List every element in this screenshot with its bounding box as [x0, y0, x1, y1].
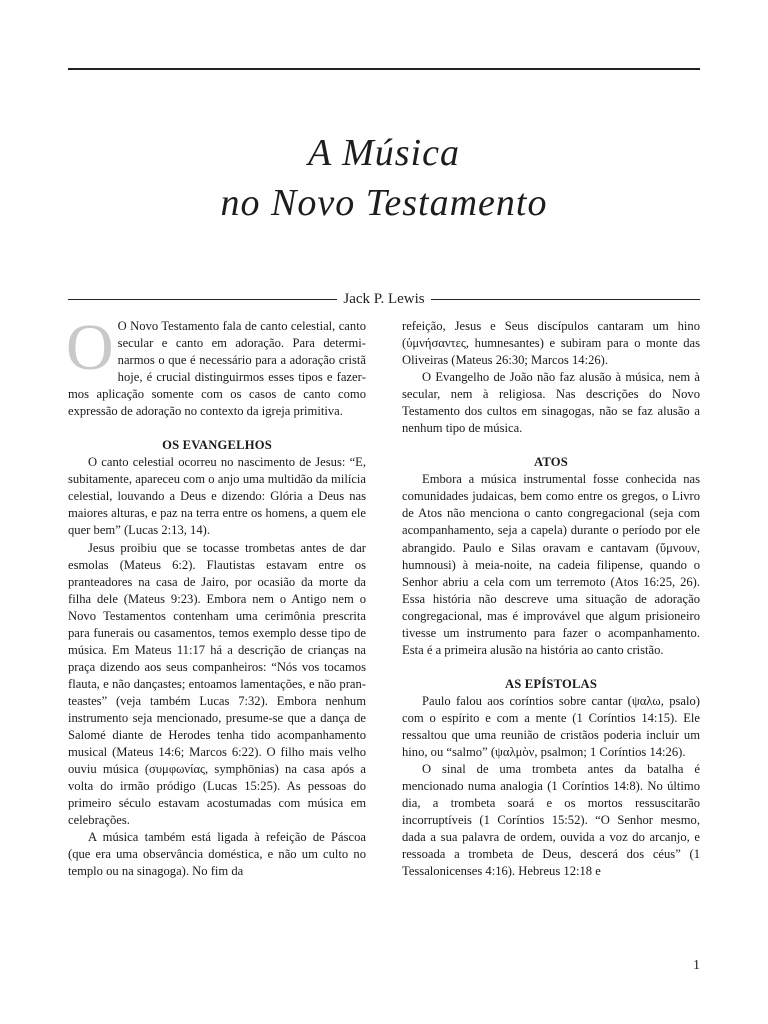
- byline-rule-left: [68, 299, 337, 300]
- paragraph: Paulo falou aos coríntios sobre cantar (ψαλω, psalo) com o espírito e com a mente (1 Coríntios 14:15). Ele ressaltou que uma reunião de cristãos poderia incluir um hino, ou “salmo” (ψαλμὸν, psalmon; 1 Coríntios 14:26).: [402, 693, 700, 759]
- section-heading-evangelhos: OS EVANGELHOS: [162, 438, 272, 453]
- title-line-1: A Música: [308, 132, 460, 174]
- paragraph: A música também está ligada à refeição de Páscoa (que era uma observância doméstica, e não um culto no templo ou na sinagoga). No fim da: [68, 830, 366, 879]
- page-number: 1: [693, 958, 700, 973]
- paragraph: Jesus proibiu que se tocasse trombetas antes de dar esmolas (Mateus 6:2). Flautistas estavam entre os pranteadores na casa de Jairo, por ocasião da morte da filha dele (Mateus 9:23). Embora nem o Antigo nem o Novo Testamentos contenham uma cerimônia prescrita para funerais ou casamentos, temos exemplo desse tipo de música. Em Mateus 11:17 há a descrição de crianças na praça dizendo aos seus companheiros: “Nós vos tocamos flauta, e não dançastes; entoamos lamentações, e não pranteastes” (veja também Lucas 7:32). Embora nenhum instrumento seja mencionado, presume-se que a dança de Salomé diante de Herodes tenha tido acompanhamento musical (Mateus 14:6; Marcos 6:22). O filho mais velho ouviu música (συμφωνίας, symphōnias) na casa após a volta do irmão pródigo (Lucas 15:25). As pessoas do primeiro século estavam acostumadas com música em celebrações.: [68, 540, 366, 828]
- left-column: [66, 311, 366, 880]
- author-byline: [68, 289, 700, 309]
- section-heading-atos: ATOS: [534, 455, 568, 470]
- intro-paragraph: O Novo Testamento fala de canto celestial, canto secular e canto em adoração. Para determinarmos o que é necessário para a adoração cristã hoje, é crucial distinguirmos esses tipos e fazermos aplicação somente com os casos de canto como expressão de adoração no contexto da igreja primitiva.: [68, 319, 366, 419]
- section-heading-epistolas: AS EPÍSTOLAS: [504, 676, 598, 691]
- author-name: Jack P. Lewis: [343, 290, 425, 307]
- paragraph: O Evangelho de João não faz alusão à música, nem à secular, nem à religiosa. Nas descrições do Novo Testamento dos cultos em sinagogas, não se faz alusão a nenhum tipo de música.: [402, 370, 700, 436]
- title-line-2: no Novo Testamento: [220, 182, 548, 224]
- drop-cap: O: [66, 311, 114, 384]
- paragraph-continued: refeição, Jesus e Seus discípulos cantaram um hino (ὑμνήσαντες, humnesantes) e subiram para o monte das Oliveiras (Mateus 26:30; Marcos 14:26).: [402, 319, 700, 368]
- right-column: [402, 318, 700, 880]
- top-rule: [68, 68, 700, 70]
- paragraph: Embora a música instrumental fosse conhecida nas comunidades judaicas, bem como entre os gregos, o Livro de Atos não menciona o canto congregacional (seja com acompanhamento, seja a capela) durante o período por ele abrangido. Paulo e Silas oravam e cantavam (ὕμνουν, humnousi) à meia-noite, na cadeia filipense, quando o Senhor abriu a cela com um terremoto (Atos 16:25, 26). Essa história não descreve uma situação de adoração congregacional, mas é improvável que algum prisioneiro tivesse um instrumento para fazer o acompanhamento. Esta é a primeira alusão na história ao canto cristão.: [402, 472, 700, 657]
- byline-rule-right: [431, 299, 700, 300]
- article-title: [0, 128, 768, 228]
- paragraph: O sinal de uma trombeta antes da batalha é mencionado numa analogia (1 Coríntios 14:8). No último dia, a trombeta soará e os mortos ressuscitarão incorruptíveis (1 Coríntios 15:52). “O Senhor mesmo, dada a sua palavra de ordem, ouvida a voz do arcanjo, e ressoada a trombeta de Deus, descerá dos céus” (1 Tessalonicenses 4:16). Hebreus 12:18 e: [402, 762, 700, 879]
- paragraph: O canto celestial ocorreu no nascimento de Jesus: “E, subitamente, apareceu com o anjo uma multidão da milícia celestial, louvando a Deus e dizendo: Glória a Deus nas maiores alturas, e paz na terra entre os homens, a quem ele quer bem” (Lucas 2:13, 14).: [68, 455, 366, 538]
